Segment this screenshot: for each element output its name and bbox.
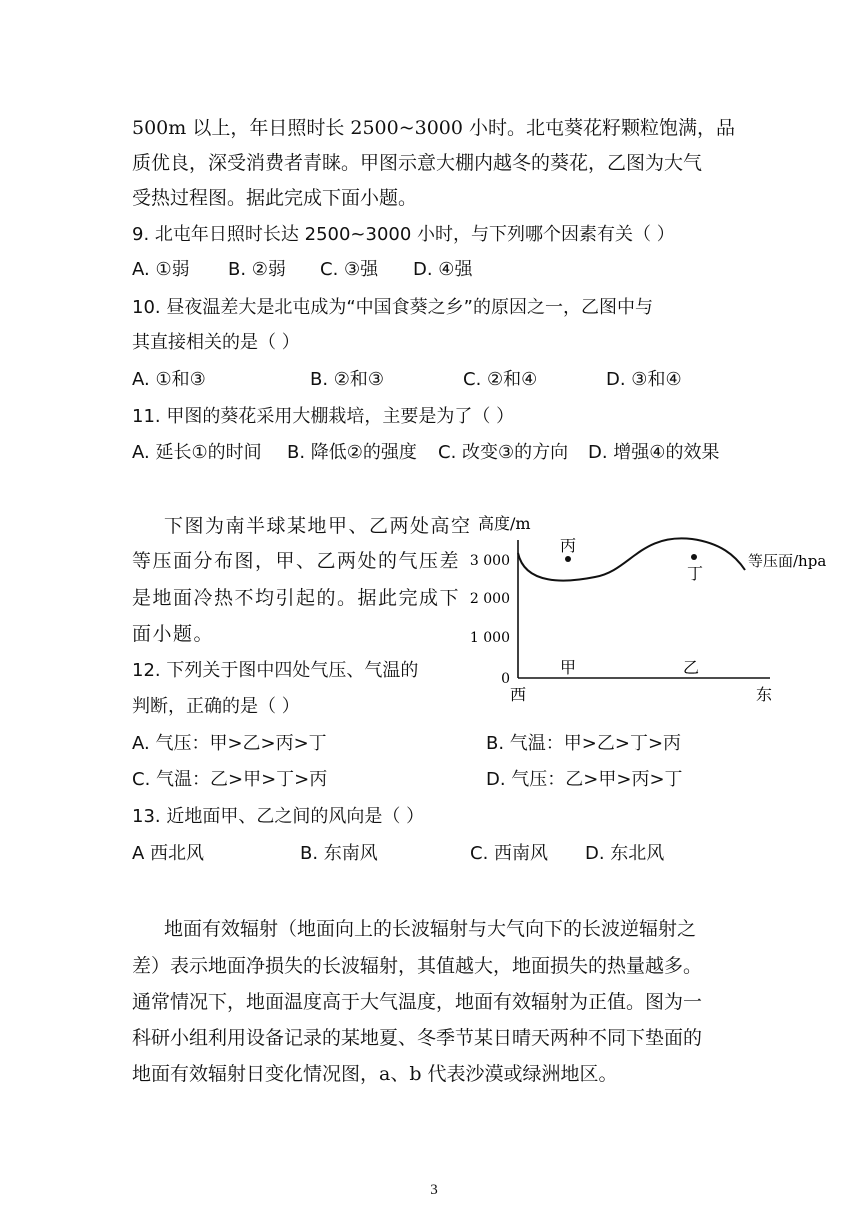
- q10-stem-line2: 其直接相关的是（ ）: [132, 332, 300, 353]
- passage3-line5: 地面有效辐射日变化情况图，a、b 代表沙漠或绿洲地区。: [132, 1063, 618, 1085]
- point-bing-label: 丙: [560, 536, 577, 555]
- y-tick-3000: 3 000: [470, 553, 510, 569]
- place-yi-label: 乙: [683, 658, 700, 677]
- page-number: 3: [430, 1182, 438, 1198]
- q13-option-b: B. 东南风: [300, 843, 378, 864]
- west-label: 西: [510, 685, 527, 704]
- q10-option-d: D. ③和④: [606, 369, 682, 390]
- passage1-line1: 500m 以上，年日照时长 2500~3000 小时。北屯葵花籽颗粒饱满，品: [132, 117, 736, 139]
- passage2-line3: 是地面冷热不均引起的。据此完成下: [132, 587, 461, 609]
- place-jia-label: 甲: [560, 658, 577, 677]
- q13-option-c: C. 西南风: [470, 843, 549, 864]
- point-ding-label: 丁: [687, 564, 704, 583]
- q12-option-b: B. 气温：甲>乙>丁>丙: [486, 733, 682, 754]
- isobaric-curve-label: 等压面/hpa: [748, 552, 827, 570]
- passage3-line2: 差）表示地面净损失的长波辐射，其值越大，地面损失的热量越多。: [132, 955, 703, 977]
- q11-stem: 11. 甲图的葵花采用大棚栽培，主要是为了（ ）: [132, 406, 515, 427]
- q12-option-c: C. 气温：乙>甲>丁>丙: [132, 769, 328, 790]
- y-tick-1000: 1 000: [470, 630, 510, 646]
- q10-option-b: B. ②和③: [310, 369, 385, 390]
- q12-stem-line1: 12. 下列关于图中四处气压、气温的: [132, 660, 419, 681]
- q10-option-a: A. ①和③: [132, 369, 206, 390]
- q12-option-d: D. 气压：乙>甲>丙>丁: [486, 769, 683, 790]
- q13-option-a: A 西北风: [132, 843, 205, 864]
- q9-option-c: C. ③强: [320, 259, 379, 280]
- passage2-line2: 等压面分布图，甲、乙两处的气压差: [132, 550, 461, 572]
- q12-stem-line2: 判断，正确的是（ ）: [132, 696, 300, 717]
- passage1-line2: 质优良，深受消费者青睐。甲图示意大棚内越冬的葵花，乙图为大气: [132, 152, 703, 174]
- q11-option-a: A. 延长①的时间: [132, 442, 262, 463]
- q13-option-d: D. 东北风: [585, 843, 665, 864]
- y-tick-2000: 2 000: [470, 591, 510, 607]
- y-tick-0: 0: [501, 671, 510, 687]
- q9-option-d: D. ④强: [413, 259, 473, 280]
- isobaric-curve: [518, 538, 745, 580]
- passage2-line1: 下图为南半球某地甲、乙两处高空: [164, 515, 472, 537]
- q9-option-a: A. ①弱: [132, 259, 190, 280]
- q10-option-c: C. ②和④: [463, 369, 538, 390]
- passage3-line3: 通常情况下，地面温度高于大气温度，地面有效辐射为正值。图为一: [132, 991, 703, 1013]
- q9-option-b: B. ②弱: [228, 259, 286, 280]
- isobaric-surface-diagram: [470, 505, 840, 705]
- q11-option-d: D. 增强④的效果: [588, 442, 720, 463]
- q13-stem: 13. 近地面甲、乙之间的风向是（ ）: [132, 806, 425, 827]
- passage2-line4: 面小题。: [132, 623, 215, 645]
- q9-stem: 9. 北屯年日照时长达 2500~3000 小时，与下列哪个因素有关（ ）: [132, 224, 675, 245]
- passage3-line4: 科研小组利用设备记录的某地夏、冬季节某日晴天两种不同下垫面的: [132, 1027, 703, 1049]
- east-label: 东: [756, 685, 773, 704]
- q12-option-a: A. 气压：甲>乙>丙>丁: [132, 733, 327, 754]
- passage3-line1: 地面有效辐射（地面向上的长波辐射与大气向下的长波逆辐射之: [164, 918, 697, 940]
- q10-stem-line1: 10. 昼夜温差大是北屯成为“中国食葵之乡”的原因之一，乙图中与: [132, 297, 653, 318]
- passage1-line3: 受热过程图。据此完成下面小题。: [132, 187, 418, 209]
- point-ding-dot: [691, 554, 697, 560]
- point-bing-dot: [565, 556, 571, 562]
- q11-option-c: C. 改变③的方向: [438, 442, 569, 463]
- q11-option-b: B. 降低②的强度: [287, 442, 417, 463]
- y-axis-label: 高度/m: [478, 514, 531, 533]
